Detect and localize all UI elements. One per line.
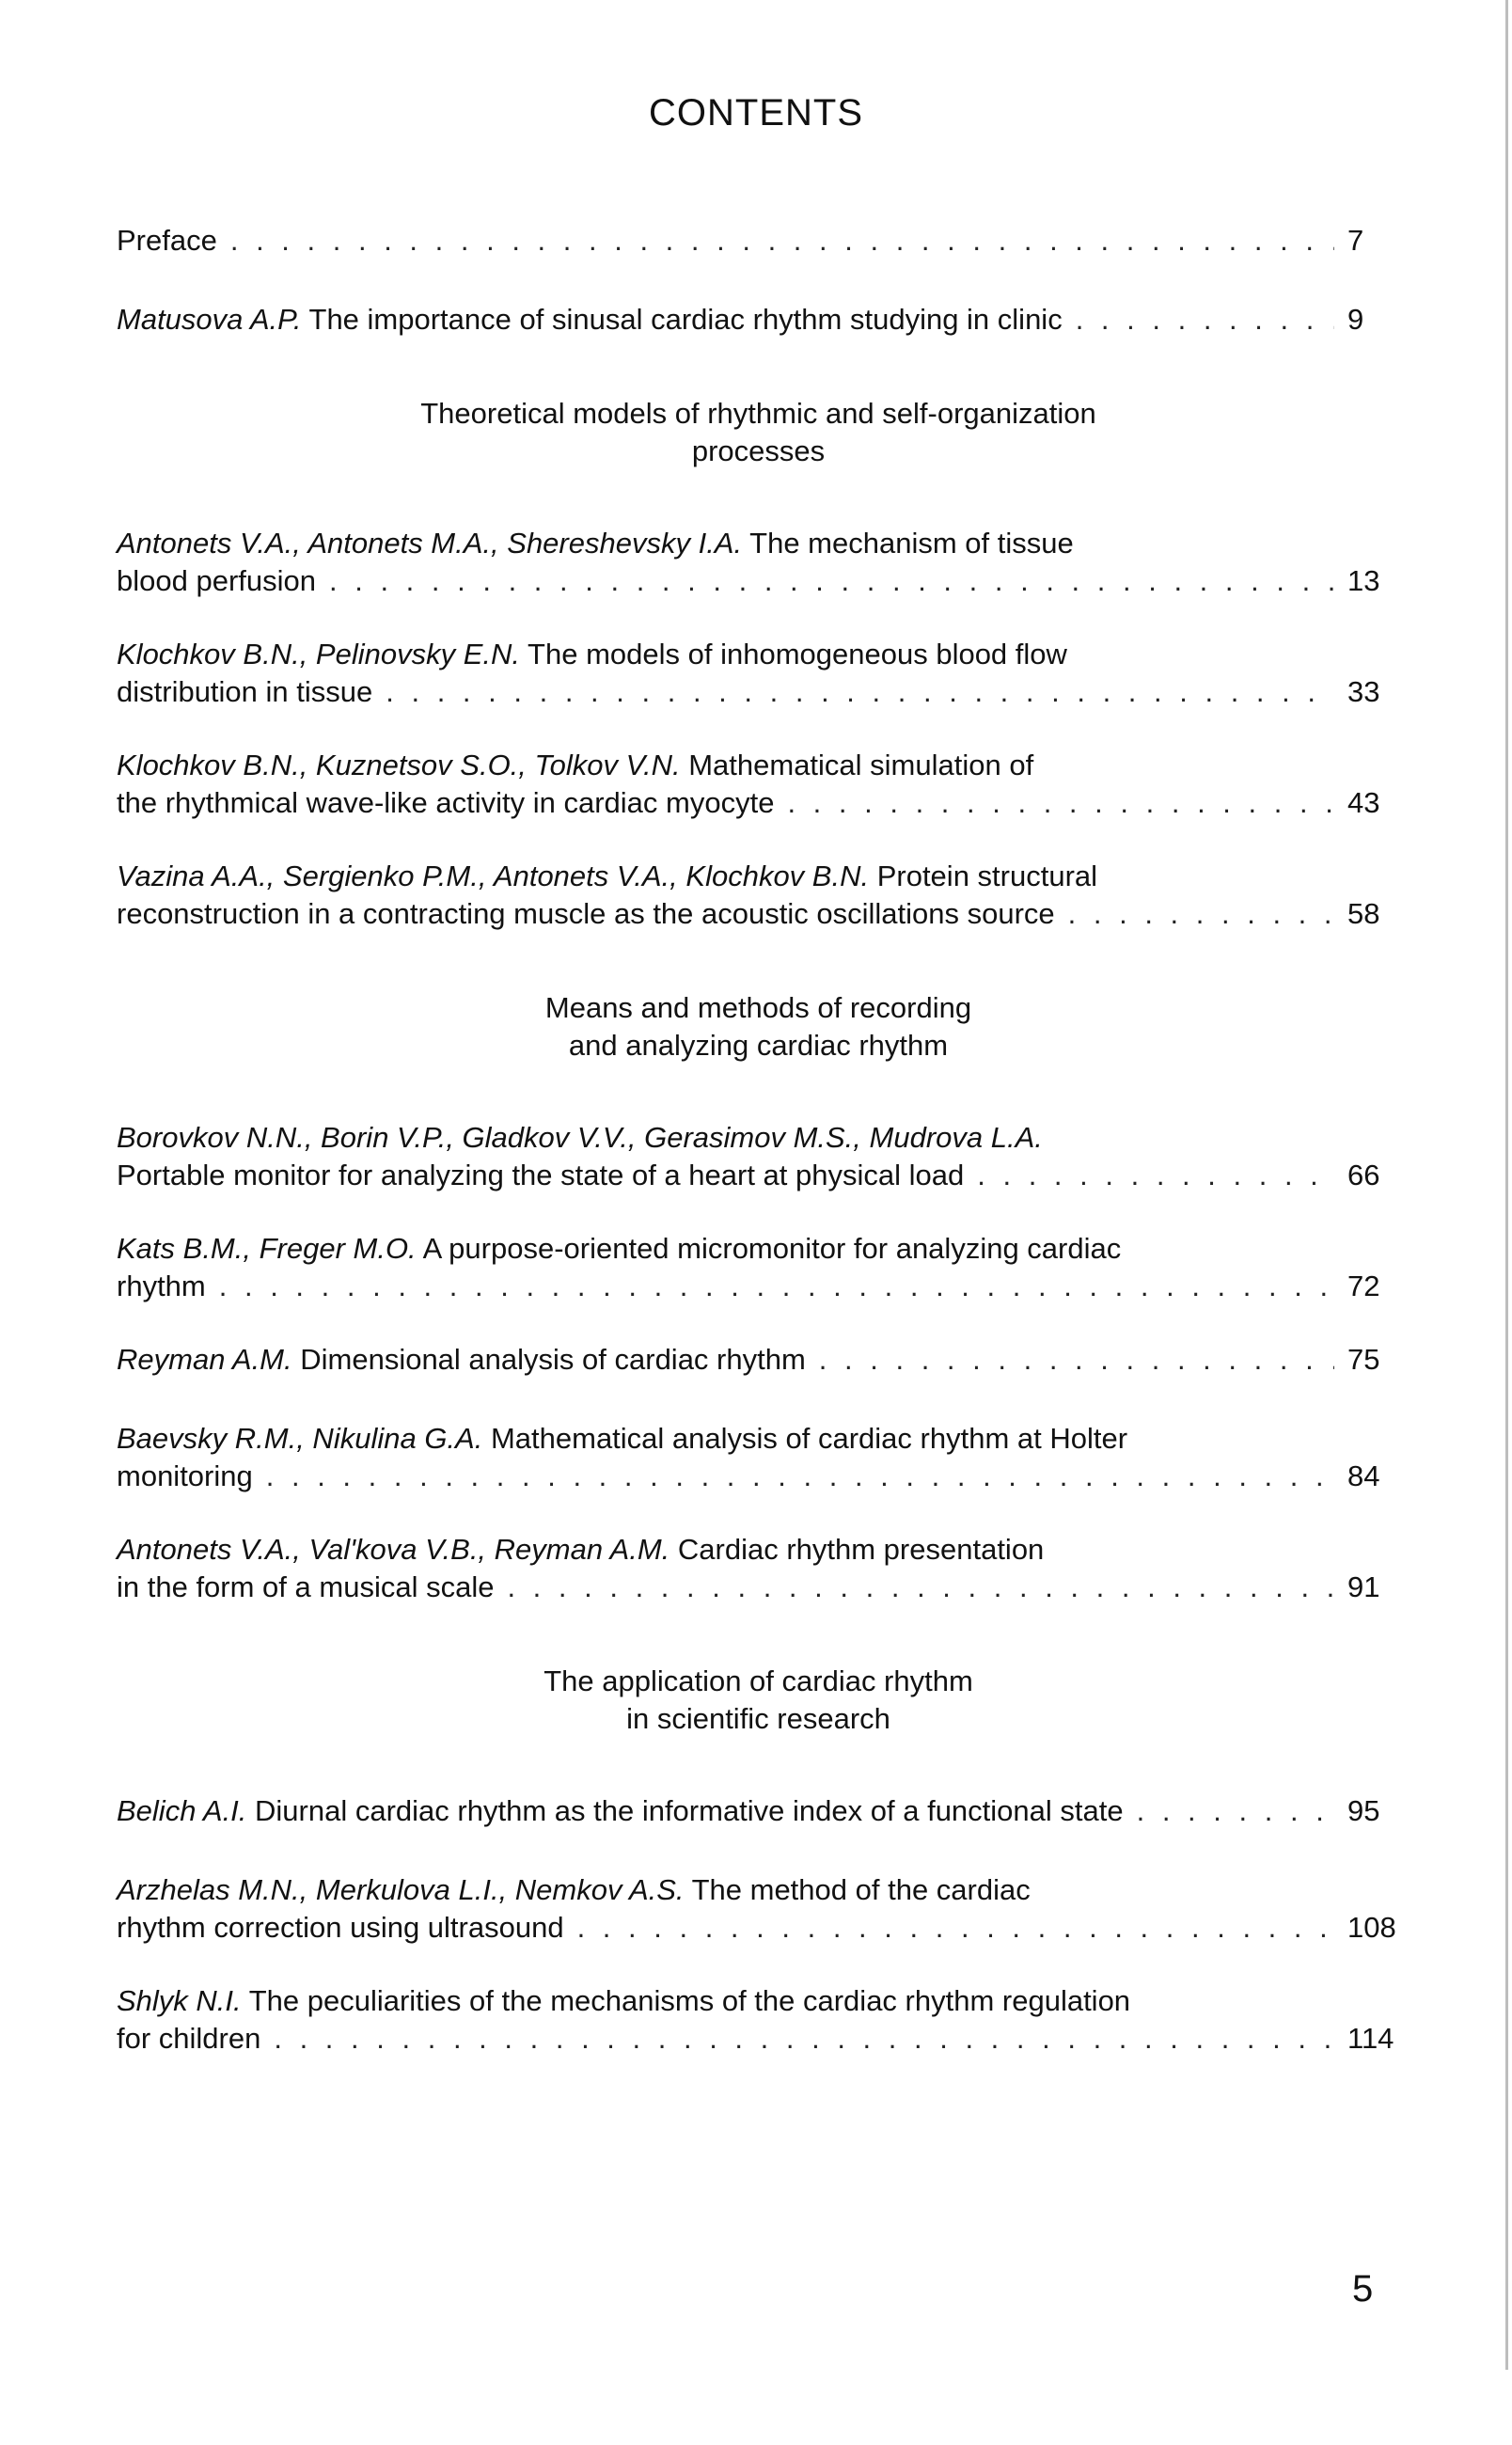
entry-author: Kats B.M., Freger M.O. bbox=[117, 1232, 417, 1265]
entry-title-cont: rhythm correction using ultrasound bbox=[117, 1911, 564, 1944]
page-number: 75 bbox=[1347, 1343, 1380, 1376]
page-number: 95 bbox=[1347, 1794, 1380, 1827]
page-number: 72 bbox=[1347, 1270, 1380, 1302]
dot-leader bbox=[1076, 301, 1334, 339]
page-number: 33 bbox=[1347, 675, 1380, 708]
entry-title-cont: blood perfusion bbox=[117, 564, 316, 597]
dot-leader bbox=[230, 222, 1334, 260]
page-number: 108 bbox=[1347, 1911, 1396, 1944]
page-number: 84 bbox=[1347, 1459, 1380, 1492]
entry-author: Klochkov B.N., Pelinovsky E.N. bbox=[117, 638, 520, 670]
page-number: 91 bbox=[1347, 1570, 1380, 1603]
toc-entry[interactable] bbox=[117, 858, 1400, 933]
dot-leader bbox=[507, 1569, 1334, 1606]
toc-entry-preface[interactable] bbox=[117, 222, 1400, 260]
page-number: 43 bbox=[1347, 786, 1380, 819]
entry-author: Antonets V.A., Val'kova V.B., Reyman A.M. bbox=[117, 1533, 670, 1566]
toc-entry[interactable] bbox=[117, 1531, 1400, 1606]
toc-entry[interactable] bbox=[117, 1119, 1400, 1194]
entry-title-cont: the rhythmical wave-like activity in cardiac myocyte bbox=[117, 786, 775, 819]
page-number: 13 bbox=[1347, 564, 1380, 597]
dot-leader bbox=[329, 562, 1334, 600]
entry-title: Preface bbox=[117, 224, 217, 257]
dot-leader bbox=[577, 1909, 1334, 1947]
entry-author: Vazina A.A., Sergienko P.M., Antonets V.A., Klochkov B.N. bbox=[117, 860, 870, 892]
dot-leader bbox=[386, 673, 1334, 711]
entry-title: Cardiac rhythm presentation bbox=[669, 1533, 1045, 1566]
dot-leader bbox=[1137, 1792, 1334, 1830]
toc-entry[interactable] bbox=[117, 1341, 1400, 1379]
entry-title: The mechanism of tissue bbox=[742, 527, 1074, 560]
entry-title: The peculiarities of the mechanisms of the cardiac rhythm regulation bbox=[241, 1984, 1131, 2017]
toc-entry[interactable] bbox=[117, 1792, 1400, 1830]
entry-title: The method of the cardiac bbox=[684, 1873, 1031, 1906]
entry-author: Shlyk N.I. bbox=[117, 1984, 242, 2017]
entry-title-cont: for children bbox=[117, 2022, 261, 2055]
toc-entry[interactable] bbox=[117, 1230, 1400, 1305]
entry-title: Protein structural bbox=[869, 860, 1098, 892]
entry-author: Reyman A.M. bbox=[117, 1343, 292, 1376]
toc-entry[interactable] bbox=[117, 1420, 1400, 1495]
page-number: 9 bbox=[1347, 303, 1364, 336]
entry-author: Arzhelas M.N., Merkulova L.I., Nemkov A.S. bbox=[117, 1873, 685, 1906]
toc-entry[interactable] bbox=[117, 1871, 1400, 1947]
entry-title-cont: in the form of a musical scale bbox=[117, 1570, 495, 1603]
page-number: 7 bbox=[1347, 224, 1364, 257]
dot-leader bbox=[977, 1157, 1334, 1194]
table-of-contents bbox=[117, 222, 1400, 2093]
toc-entry[interactable] bbox=[117, 301, 1400, 339]
entry-author: Matusova A.P. bbox=[117, 303, 302, 336]
entry-title: Mathematical simulation of bbox=[680, 749, 1034, 781]
entry-title-cont: reconstruction in a contracting muscle as the acoustic oscillations source bbox=[117, 897, 1055, 930]
toc-entry[interactable] bbox=[117, 747, 1400, 822]
entry-title: The models of inhomogeneous blood flow bbox=[520, 638, 1067, 670]
entry-title-cont: Portable monitor for analyzing the state of a heart at physical load bbox=[117, 1159, 965, 1191]
entry-author: Klochkov B.N., Kuznetsov S.O., Tolkov V.N. bbox=[117, 749, 681, 781]
entry-author: Belich A.I. bbox=[117, 1794, 247, 1827]
page-number: 66 bbox=[1347, 1159, 1380, 1191]
page-number: 58 bbox=[1347, 897, 1380, 930]
page-folio: 5 bbox=[1352, 2268, 1374, 2310]
dot-leader bbox=[819, 1341, 1334, 1379]
entry-title: A purpose-oriented micromonitor for analyzing cardiac bbox=[416, 1232, 1122, 1265]
entry-title: Mathematical analysis of cardiac rhythm at Holter bbox=[482, 1422, 1128, 1455]
entry-title-cont: rhythm bbox=[117, 1270, 206, 1302]
entry-author: Baevsky R.M., Nikulina G.A. bbox=[117, 1422, 483, 1455]
dot-leader bbox=[787, 784, 1334, 822]
dot-leader bbox=[1068, 895, 1334, 933]
entry-title: Diurnal cardiac rhythm as the informative index of a functional state bbox=[246, 1794, 1124, 1827]
page-number: 114 bbox=[1347, 2022, 1394, 2055]
toc-entry[interactable] bbox=[117, 636, 1400, 711]
dot-leader bbox=[274, 2020, 1334, 2058]
entry-title-cont: monitoring bbox=[117, 1459, 253, 1492]
entry-title: The importance of sinusal cardiac rhythm studying in clinic bbox=[301, 303, 1063, 336]
toc-entry[interactable] bbox=[117, 525, 1400, 600]
section-heading: Theoretical models of rhythmic and self-organization processes bbox=[420, 397, 1096, 467]
dot-leader bbox=[266, 1458, 1334, 1495]
page-title: CONTENTS bbox=[649, 92, 863, 134]
entry-author: Antonets V.A., Antonets M.A., Shereshevsky I.A. bbox=[117, 527, 743, 560]
dot-leader bbox=[219, 1268, 1334, 1305]
section-heading: The application of cardiac rhythm in scientific research bbox=[543, 1664, 973, 1735]
toc-entry[interactable] bbox=[117, 1982, 1400, 2058]
entry-author: Borovkov N.N., Borin V.P., Gladkov V.V., Gerasimov M.S., Mudrova L.A. bbox=[117, 1121, 1043, 1154]
entry-title: Dimensional analysis of cardiac rhythm bbox=[291, 1343, 806, 1376]
entry-title-cont: distribution in tissue bbox=[117, 675, 373, 708]
section-heading: Means and methods of recording and analyzing cardiac rhythm bbox=[544, 991, 972, 1062]
page-edge-rule bbox=[1505, 0, 1508, 2370]
